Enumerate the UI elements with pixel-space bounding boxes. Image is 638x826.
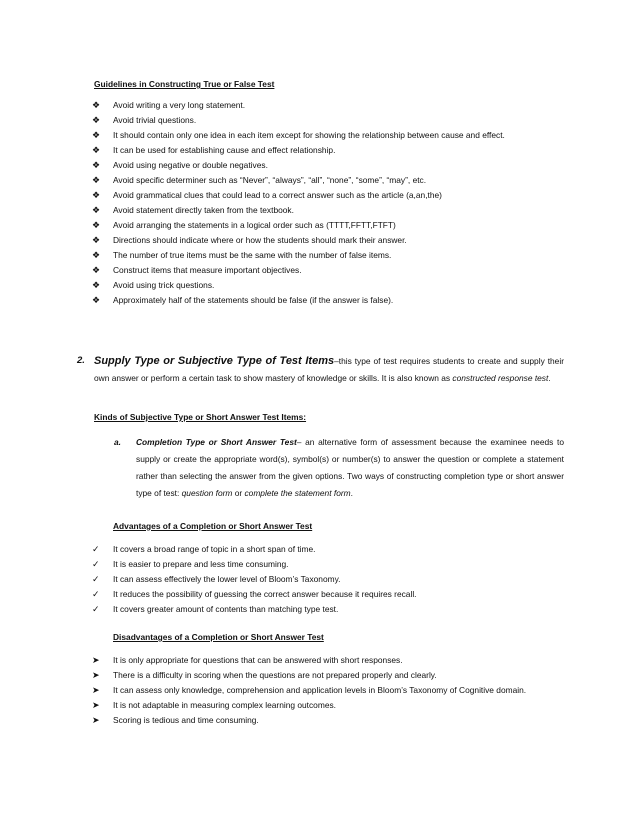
section-2-heading: Supply Type or Subjective Type of Test Items <box>94 355 335 367</box>
list-item: ❖ Avoid specific determiner such as “Never”, “always”, “all”, “none”, “some”, “may”, etc. <box>113 173 563 188</box>
diamond-bullet-icon: ❖ <box>92 160 101 170</box>
diamond-bullet-icon: ❖ <box>92 100 101 110</box>
list-item: ➤ It can assess only knowledge, comprehension and application levels in Bloom’s Taxonomy of Cognitive domain. <box>113 683 563 698</box>
list-item: ❖ Avoid writing a very long statement. <box>113 98 563 113</box>
list-item: ❖ Avoid statement directly taken from the textbook. <box>113 203 563 218</box>
arrow-bullet-icon: ➤ <box>92 655 100 665</box>
check-bullet-icon: ✓ <box>92 604 100 614</box>
list-item: ➤ There is a difficulty in scoring when the questions are not prepared properly and clearly. <box>113 668 563 683</box>
diamond-bullet-icon: ❖ <box>92 190 101 200</box>
arrow-bullet-icon: ➤ <box>92 685 100 695</box>
diamond-bullet-icon: ❖ <box>92 175 101 185</box>
list-item: ✓ It is easier to prepare and less time consuming. <box>113 557 563 572</box>
list-item: ✓ It covers a broad range of topic in a short span of time. <box>113 542 563 557</box>
check-bullet-icon: ✓ <box>92 589 100 599</box>
diamond-bullet-icon: ❖ <box>92 130 101 140</box>
list-item: ➤ It is only appropriate for questions that can be answered with short responses. <box>113 653 563 668</box>
arrow-bullet-icon: ➤ <box>92 700 100 710</box>
diamond-bullet-icon: ❖ <box>92 280 101 290</box>
list-item: ➤ Scoring is tedious and time consuming. <box>113 713 563 728</box>
list-item: ❖ The number of true items must be the same with the number of false items. <box>113 248 563 263</box>
section-2-intro: Supply Type or Subjective Type of Test Items–this type of test requires students to create and supply their own answer or perform a certain task to show mastery of knowledge or skills. It is also known as constructed response test. <box>94 355 564 383</box>
arrow-bullet-icon: ➤ <box>92 715 100 725</box>
list-item: ❖ Avoid using trick questions. <box>113 278 563 293</box>
list-item: ❖ Avoid arranging the statements in a logical order such as (TTTT,FFTT,FTFT) <box>113 218 563 233</box>
diamond-bullet-icon: ❖ <box>92 145 101 155</box>
list-item: ❖ Avoid trivial questions. <box>113 113 563 128</box>
guidelines-list <box>92 98 563 308</box>
kinds-title: Kinds of Subjective Type or Short Answer Test Items: <box>94 412 307 422</box>
diamond-bullet-icon: ❖ <box>92 295 101 305</box>
completion-type-heading: Completion Type or Short Answer Test <box>136 437 297 447</box>
list-item: ❖ Approximately half of the statements should be false (if the answer is false). <box>113 293 563 308</box>
list-item: ✓ It reduces the possibility of guessing the correct answer because it requires recall. <box>113 587 563 602</box>
diamond-bullet-icon: ❖ <box>92 265 101 275</box>
arrow-bullet-icon: ➤ <box>92 670 100 680</box>
diamond-bullet-icon: ❖ <box>92 220 101 230</box>
disadvantages-title: Disadvantages of a Completion or Short Answer Test <box>113 632 324 642</box>
completion-type-paragraph: a. Completion Type or Short Answer Test– an alternative form of assessment because the examinee needs to supply or create the appropriate word(s), symbol(s) or number(s) to answer the question or complete a statement rather than selecting the answer from the given options. Two ways of constructing completion type or short answer type of test: question form or complete the statement form. <box>136 434 564 502</box>
list-item: ✓ It can assess effectively the lower level of Bloom’s Taxonomy. <box>113 572 563 587</box>
list-item: ➤ It is not adaptable in measuring complex learning outcomes. <box>113 698 563 713</box>
diamond-bullet-icon: ❖ <box>92 115 101 125</box>
list-item: ✓ It covers greater amount of contents than matching type test. <box>113 602 563 617</box>
check-bullet-icon: ✓ <box>92 574 100 584</box>
disadvantages-list <box>92 653 563 728</box>
diamond-bullet-icon: ❖ <box>92 205 101 215</box>
item-label: a. <box>114 437 121 447</box>
advantages-list <box>92 542 563 617</box>
check-bullet-icon: ✓ <box>92 559 100 569</box>
list-item: ❖ Construct items that measure important objectives. <box>113 263 563 278</box>
list-item: ❖ Avoid grammatical clues that could lead to a correct answer such as the article (a,an,the) <box>113 188 563 203</box>
list-item: ❖ It can be used for establishing cause and effect relationship. <box>113 143 563 158</box>
diamond-bullet-icon: ❖ <box>92 235 101 245</box>
diamond-bullet-icon: ❖ <box>92 250 101 260</box>
list-item: ❖ Avoid using negative or double negatives. <box>113 158 563 173</box>
advantages-title: Advantages of a Completion or Short Answer Test <box>113 521 313 531</box>
section-number: 2. <box>77 355 85 366</box>
section-title-true-false: Guidelines in Constructing True or False Test <box>94 79 275 89</box>
list-item: ❖ It should contain only one idea in each item except for showing the relationship between cause and effect. <box>113 128 563 143</box>
check-bullet-icon: ✓ <box>92 544 100 554</box>
list-item: ❖ Directions should indicate where or how the students should mark their answer. <box>113 233 563 248</box>
